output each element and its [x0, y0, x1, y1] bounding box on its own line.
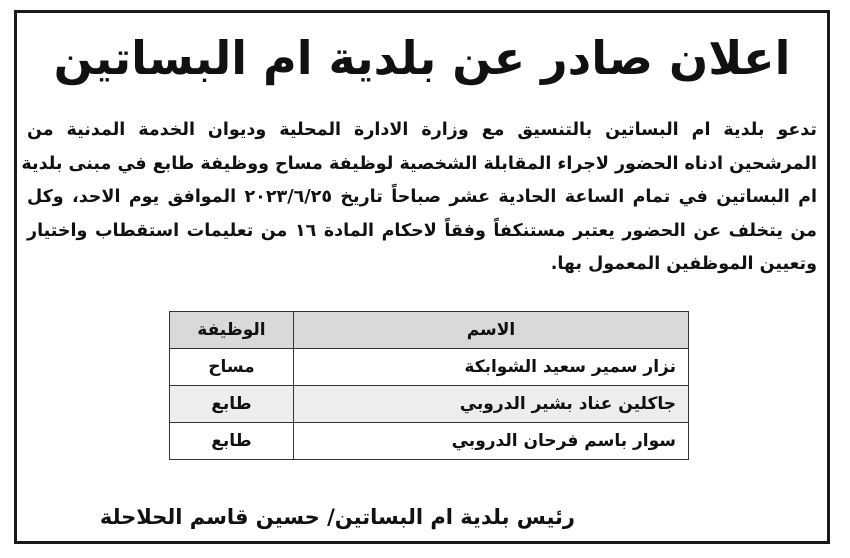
candidate-name: جاكلين عناد بشير الدروبي: [293, 386, 688, 423]
body-line: وتعيين الموظفين المعمول بها.: [550, 254, 817, 274]
body-line: ام البساتين في تمام الساعة الحادية عشر صباحاً تاريخ ٢٠٢٣/٦/٢٥ الموافق يوم الاحد، وكل: [27, 187, 817, 207]
announcement-body: [21, 114, 818, 282]
table-row: [170, 423, 689, 460]
candidate-job: مساح: [170, 349, 294, 386]
candidates-table: [169, 311, 689, 460]
body-line: تدعو بلدية ام البساتين بالتنسيق مع وزارة الادارة المحلية وديوان الخدمة المدنية من: [27, 120, 817, 140]
announcement-title: اعلان صادر عن بلدية ام البساتين: [53, 31, 791, 85]
table-header-row: [170, 312, 689, 349]
candidate-name: سوار باسم فرحان الدروبي: [293, 423, 688, 460]
column-header-job: الوظيفة: [170, 312, 294, 349]
candidate-name: نزار سمير سعيد الشوابكة: [293, 349, 688, 386]
table-row: [170, 349, 689, 386]
candidate-job: طابع: [170, 386, 294, 423]
table-row: [170, 386, 689, 423]
candidate-job: طابع: [170, 423, 294, 460]
signature-line: رئيس بلدية ام البساتين/ حسين قاسم الحلاحلة: [99, 505, 575, 529]
body-line: المرشحين ادناه الحضور لاجراء المقابلة الشخصية لوظيفة مساح ووظيفة طابع في مبنى بلدية: [21, 153, 817, 174]
announcement-frame: [14, 10, 830, 544]
body-line: من يتخلف عن الحضور يعتبر مستنكفاً وفقاً لاحكام المادة ١٦ من تعليمات استقطاب واختيار: [27, 220, 818, 241]
column-header-name: الاسم: [293, 312, 688, 349]
